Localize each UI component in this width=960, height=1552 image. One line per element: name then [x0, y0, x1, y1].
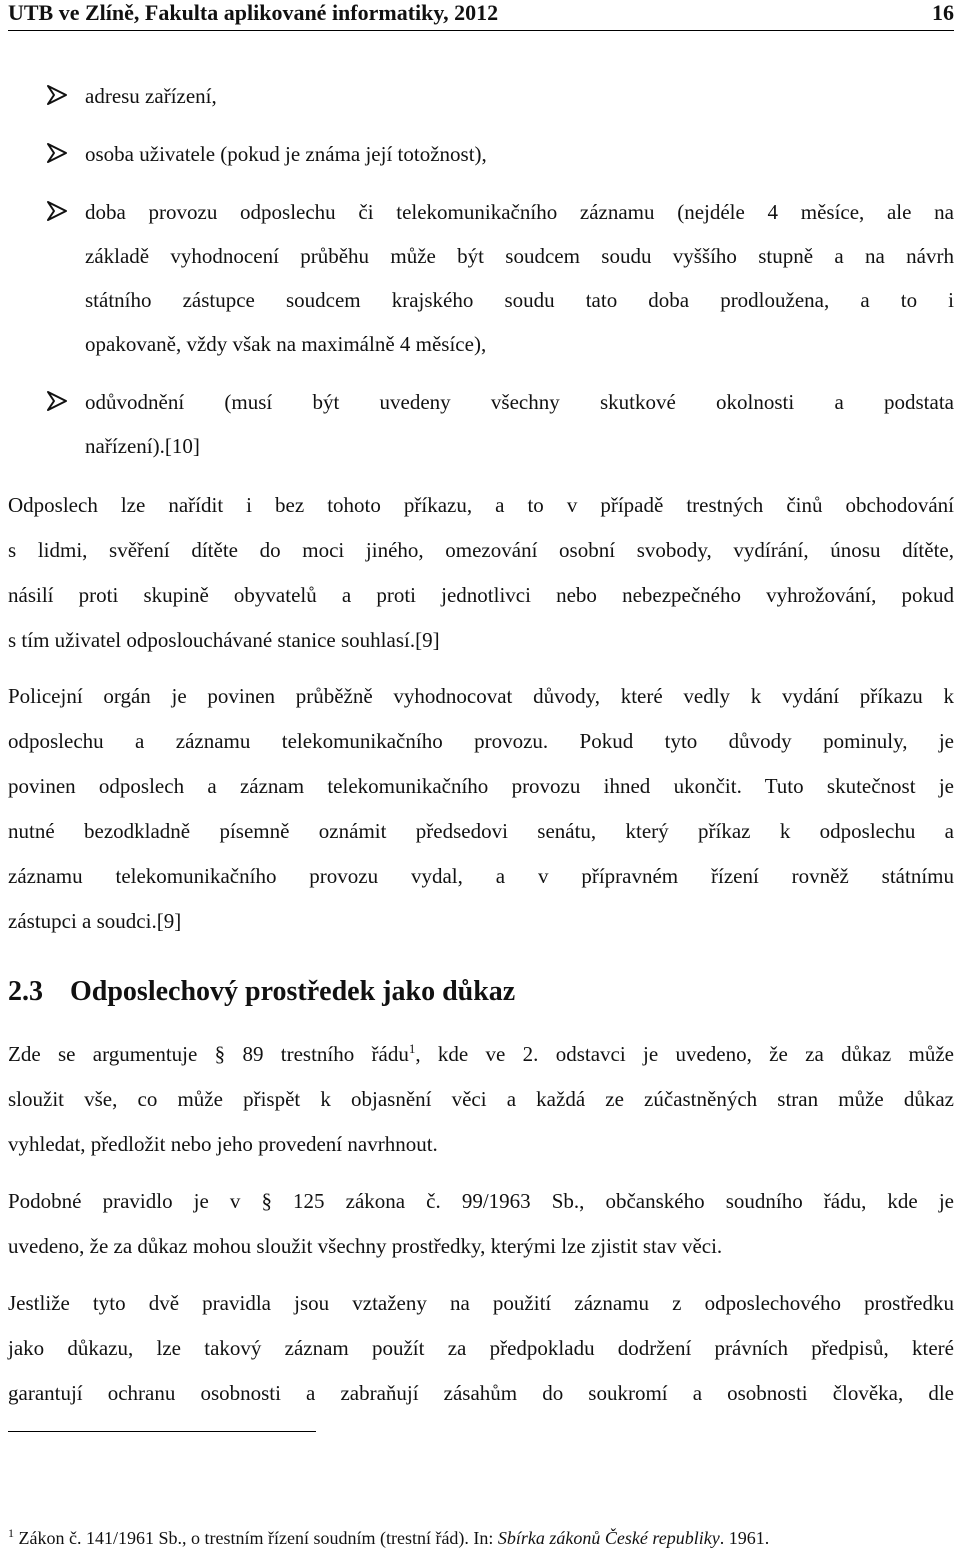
footnote: [8, 1526, 769, 1550]
text-run: , kde ve 2. odstavci je uvedeno, že za důkaz může: [415, 1042, 954, 1066]
paragraph-line: násilí proti skupině obyvatelů a proti jednotlivci nebo nebezpečného vyhrožování, pokud: [8, 583, 954, 607]
arrow-bullet-icon: [46, 200, 68, 222]
arrow-bullet-icon: [46, 84, 68, 106]
paragraph-line: nutné bezodkladně písemně oznámit předsedovi senátu, který příkaz k odposlechu a: [8, 819, 954, 843]
arrow-bullet-icon: [46, 390, 68, 412]
list-item-text: doba provozu odposlechu či telekomunikačního záznamu (nejdéle 4 měsíce, ale na: [85, 200, 954, 224]
footnote-text-end: . 1961.: [719, 1528, 770, 1548]
paragraph-line: vyhledat, předložit nebo jeho provedení navrhnout.: [8, 1132, 438, 1156]
paragraph-line: jako důkazu, lze takový záznam použít za předpokladu dodržení právních předpisů, které: [8, 1336, 954, 1360]
paragraph-line: zástupci a soudci.[9]: [8, 909, 182, 933]
page-number: 16: [932, 0, 954, 25]
list-item-text: nařízení).[10]: [85, 434, 200, 458]
paragraph-line: Policejní orgán je povinen průběžně vyhodnocovat důvody, které vedly k vydání příkazu k: [8, 684, 954, 708]
paragraph-line: povinen odposlech a záznam telekomunikačního provozu ihned ukončit. Tuto skutečnost je: [8, 774, 954, 798]
footnote-mark: 1: [8, 1526, 14, 1540]
paragraph-line: garantují ochranu osobnosti a zabraňují zásahům do soukromí a osobnosti člověka, dle: [8, 1381, 954, 1405]
paragraph-line: s lidmi, svěření dítěte do moci jiného, omezování osobní svobody, vydírání, únosu dítěte,: [8, 538, 954, 562]
footnote-separator: [8, 1431, 316, 1432]
list-item-text: adresu zařízení,: [85, 84, 217, 108]
paragraph-line: uvedeno, že za důkaz mohou sloužit všechny prostředky, kterými lze zjistit stav věci.: [8, 1234, 723, 1258]
section-title: Odposlechový prostředek jako důkaz: [70, 976, 516, 1007]
page-header: [8, 0, 954, 31]
paragraph-line: s tím uživatel odposlouchávané stanice souhlasí.[9]: [8, 628, 440, 652]
text-run: Zde se argumentuje § 89 trestního řádu: [8, 1042, 409, 1066]
paragraph-line: [8, 1041, 954, 1067]
footnote-ref: 1: [408, 1041, 416, 1056]
footnote-source-title: Sbírka zákonů České republiky: [497, 1528, 720, 1548]
list-item-text: základě vyhodnocení průběhu může být soudcem soudu vyššího stupně a na návrh: [85, 244, 954, 268]
paragraph-line: odposlechu a záznamu telekomunikačního provozu. Pokud tyto důvody pominuly, je: [8, 729, 954, 753]
list-item-text: osoba uživatele (pokud je známa její totožnost),: [85, 142, 487, 166]
paragraph-line: Podobné pravidlo je v § 125 zákona č. 99/1963 Sb., občanského soudního řádu, kde je: [8, 1189, 954, 1213]
paragraph-line: sloužit vše, co může přispět k objasnění věci a každá ze zúčastněných stran může důkaz: [8, 1087, 954, 1111]
section-heading: [8, 974, 515, 1010]
footnote-text: Zákon č. 141/1961 Sb., o trestním řízení soudním (trestní řád). In:: [14, 1528, 498, 1548]
list-item-text: odůvodnění (musí být uvedeny všechny skutkové okolnosti a podstata: [85, 390, 954, 414]
paragraph-line: Odposlech lze nařídit i bez tohoto příkazu, a to v případě trestných činů obchodování: [8, 493, 954, 517]
header-title: UTB ve Zlíně, Fakulta aplikované informatiky, 2012: [8, 0, 499, 25]
paragraph-line: záznamu telekomunikačního provozu vydal, a v přípravném řízení rovněž státnímu: [8, 864, 954, 888]
list-item-text: opakovaně, vždy však na maximálně 4 měsíce),: [85, 332, 487, 356]
paragraph-line: Jestliže tyto dvě pravidla jsou vztaženy na použití záznamu z odposlechového prostředku: [8, 1291, 954, 1315]
section-number: 2.3: [8, 976, 43, 1007]
arrow-bullet-icon: [46, 142, 68, 164]
list-item-text: státního zástupce soudcem krajského soudu tato doba prodloužena, a to i: [85, 288, 954, 312]
